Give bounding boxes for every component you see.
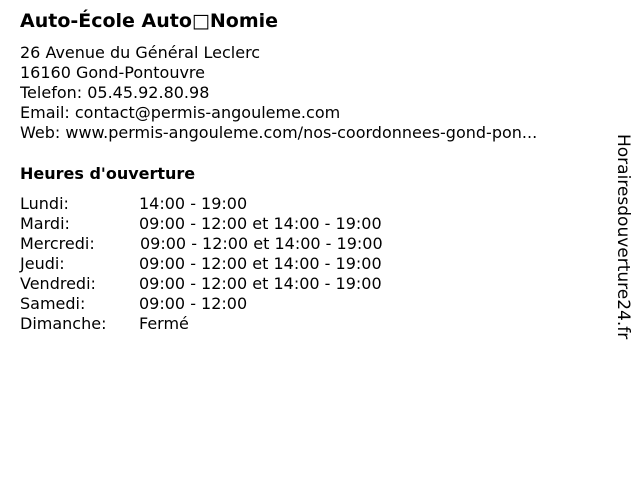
day-label: Samedi: (20, 294, 86, 313)
time-value: Fermé (139, 314, 189, 333)
email-line: Email: contact@permis-angouleme.com (20, 103, 341, 122)
day-label: Mardi: (20, 214, 70, 233)
hours-heading: Heures d'ouverture (20, 164, 196, 183)
contact-block (20, 43, 595, 143)
web-line: Web: www.permis-angouleme.com/nos-coordonnees-gond-pon... (20, 123, 538, 142)
time-value: 09:00 - 12:00 (139, 294, 248, 313)
address-city: 16160 Gond-Pontouvre (20, 63, 205, 82)
day-label: Jeudi: (20, 254, 65, 273)
day-label: Vendredi: (20, 274, 96, 293)
business-name: Auto-École Auto□Nomie (20, 10, 279, 32)
time-value: 09:00 - 12:00 et 14:00 - 19:00 (139, 214, 382, 233)
time-value: 09:00 - 12:00 et 14:00 - 19:00 (139, 254, 382, 273)
phone-line: Telefon: 05.45.92.80.98 (20, 83, 210, 102)
watermark-text: Horairesdouverture24.fr (613, 134, 633, 340)
time-value: 09:00 - 12:00 et 14:00 - 19:00 (139, 274, 382, 293)
day-label: Dimanche: (20, 314, 107, 333)
time-value: 09:00 - 12:00 et 14:00 - 19:00 (140, 234, 383, 253)
address-street: 26 Avenue du Général Leclerc (20, 43, 261, 62)
day-label: Lundi: (20, 194, 69, 213)
day-label: Mercredi: (20, 234, 95, 253)
time-value: 14:00 - 19:00 (139, 194, 248, 213)
site-watermark (612, 134, 634, 344)
